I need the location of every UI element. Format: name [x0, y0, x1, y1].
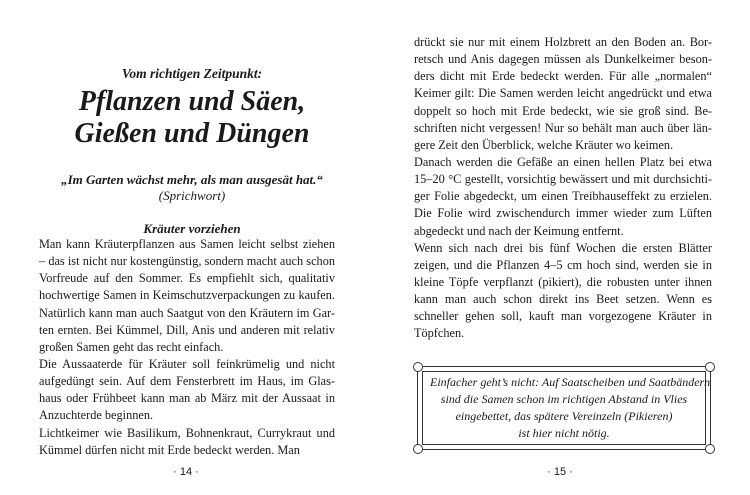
tip-line: sind die Samen schon im richtigen Abstand in Vlies — [440, 392, 688, 406]
text-line: ger Folie abgedeckt, um einen Treibhauseffekt zu erzielen. — [414, 189, 712, 204]
text-line: Lichtkeimer wie Basilikum, Bohnenkraut, Currykraut und — [39, 425, 335, 440]
text-line: zeigen, und die Pflanzen 4–5 cm hoch sind, werden sie in — [414, 257, 712, 272]
text-line: kleine Töpfe verpflanzt (pikiert), die robusten unter ihnen — [414, 274, 712, 289]
text-line: schneller gehen soll, kauft man vorgezogene Kräuter in — [414, 309, 712, 324]
text-line: ders dicht mit Erde bedeckt werden. Für alle „normalen“ — [414, 69, 712, 84]
text-line: Man kann Kräuterpflanzen aus Samen leicht selbst ziehen — [39, 237, 335, 251]
epigraph-source: (Sprichwort) — [158, 188, 226, 203]
right-page — [375, 0, 750, 495]
chapter-subtitle: Vom richtigen Zeitpunkt: — [121, 66, 263, 81]
text-line: Wenn sich nach drei bis fünf Wochen die ersten Blätter — [414, 240, 712, 255]
box-corner-ornament — [705, 444, 715, 454]
box-corner-ornament — [413, 362, 423, 372]
text-line: Vorfreude auf den Sommer. Es empfiehlt sich, qualitativ — [39, 271, 335, 286]
text-line: kann man auch schon direkt ins Beet setzen. Wenn es — [414, 292, 712, 307]
text-line: gere Zeit den Überblick, welche Kräuter wo keimen. — [414, 137, 674, 152]
box-corner-ornament — [413, 444, 423, 454]
text-line: Danach werden die Gefäße an einen hellen Platz bei etwa — [414, 154, 712, 169]
text-line: Natürlich kann man auch Saatgut von den Kräutern im Gar- — [39, 305, 335, 320]
section-heading: Kräuter vorziehen — [143, 221, 241, 236]
text-line: doppelt so hoch mit Erde bedeckt, wie sie groß sind. Be- — [414, 103, 712, 118]
box-corner-ornament — [705, 362, 715, 372]
title-line-2: Gießen und Düngen — [74, 118, 310, 149]
text-line: aufgedüngt sein. Auf dem Fensterbrett im Haus, im Glas- — [39, 374, 335, 389]
epigraph — [50, 172, 334, 204]
text-line: Die Aussaaterde für Kräuter soll feinkrümelig und nicht — [39, 356, 335, 371]
text-line: großen Samen geht das recht einfach. — [39, 339, 224, 354]
tip-box — [417, 366, 711, 450]
text-line: Die Folie wird zwischendurch immer wieder zum Lüften — [414, 206, 712, 221]
text-line: – das ist nicht nur kostengünstig, sondern macht auch schon — [39, 254, 335, 269]
epigraph-quote: „Im Garten wächst mehr, als man ausgesät hat.“ — [61, 172, 323, 187]
text-line: Anzuchterde beginnen. — [39, 408, 154, 423]
text-line: schriften nicht vergessen! Nur so behält man auch über län- — [414, 120, 712, 135]
tip-line: ist hier nicht nötig. — [518, 426, 610, 440]
text-line: drückt sie nur mit einem Holzbrett an den Boden an. Bor- — [414, 35, 712, 49]
text-line: 15–20 °C gestellt, vorsichtig bewässert und mit durchsichti- — [414, 172, 712, 187]
left-body-text — [39, 236, 335, 459]
text-line: abgedeckt und nach der Keimung entfernt. — [414, 223, 624, 238]
text-line: Töpfchen. — [414, 326, 465, 341]
text-line: haus oder Frühbeet kann man ab März mit der Aussaat in — [39, 391, 335, 406]
right-body-text — [414, 34, 712, 343]
text-line: ten ernten. Bei Kümmel, Dill, Anis und anderen mit relativ — [39, 322, 335, 337]
text-line: Keimer gilt: Die Samen werden leicht angedrückt und etwa — [414, 86, 712, 101]
page-number-right: · 15 · — [547, 466, 573, 478]
page-number-left: · 14 · — [173, 466, 199, 478]
text-line: hochwertige Samen in Keimschutzverpackungen zu kaufen. — [39, 288, 335, 303]
chapter-title — [40, 86, 344, 150]
text-line: retsch und Anis dagegen müssen als Dunkelkeimer beson- — [414, 52, 712, 67]
tip-line: Einfacher geht’s nicht: Auf Saatscheiben und Saatbändern — [430, 375, 711, 389]
title-line-1: Pflanzen und Säen, — [78, 86, 306, 117]
tip-box-text — [430, 374, 711, 442]
tip-line: eingebettet, das spätere Vereinzeln (Pikieren) — [455, 409, 673, 423]
text-line: Kümmel dürfen nicht mit Erde bedeckt werden. Man — [39, 442, 300, 457]
